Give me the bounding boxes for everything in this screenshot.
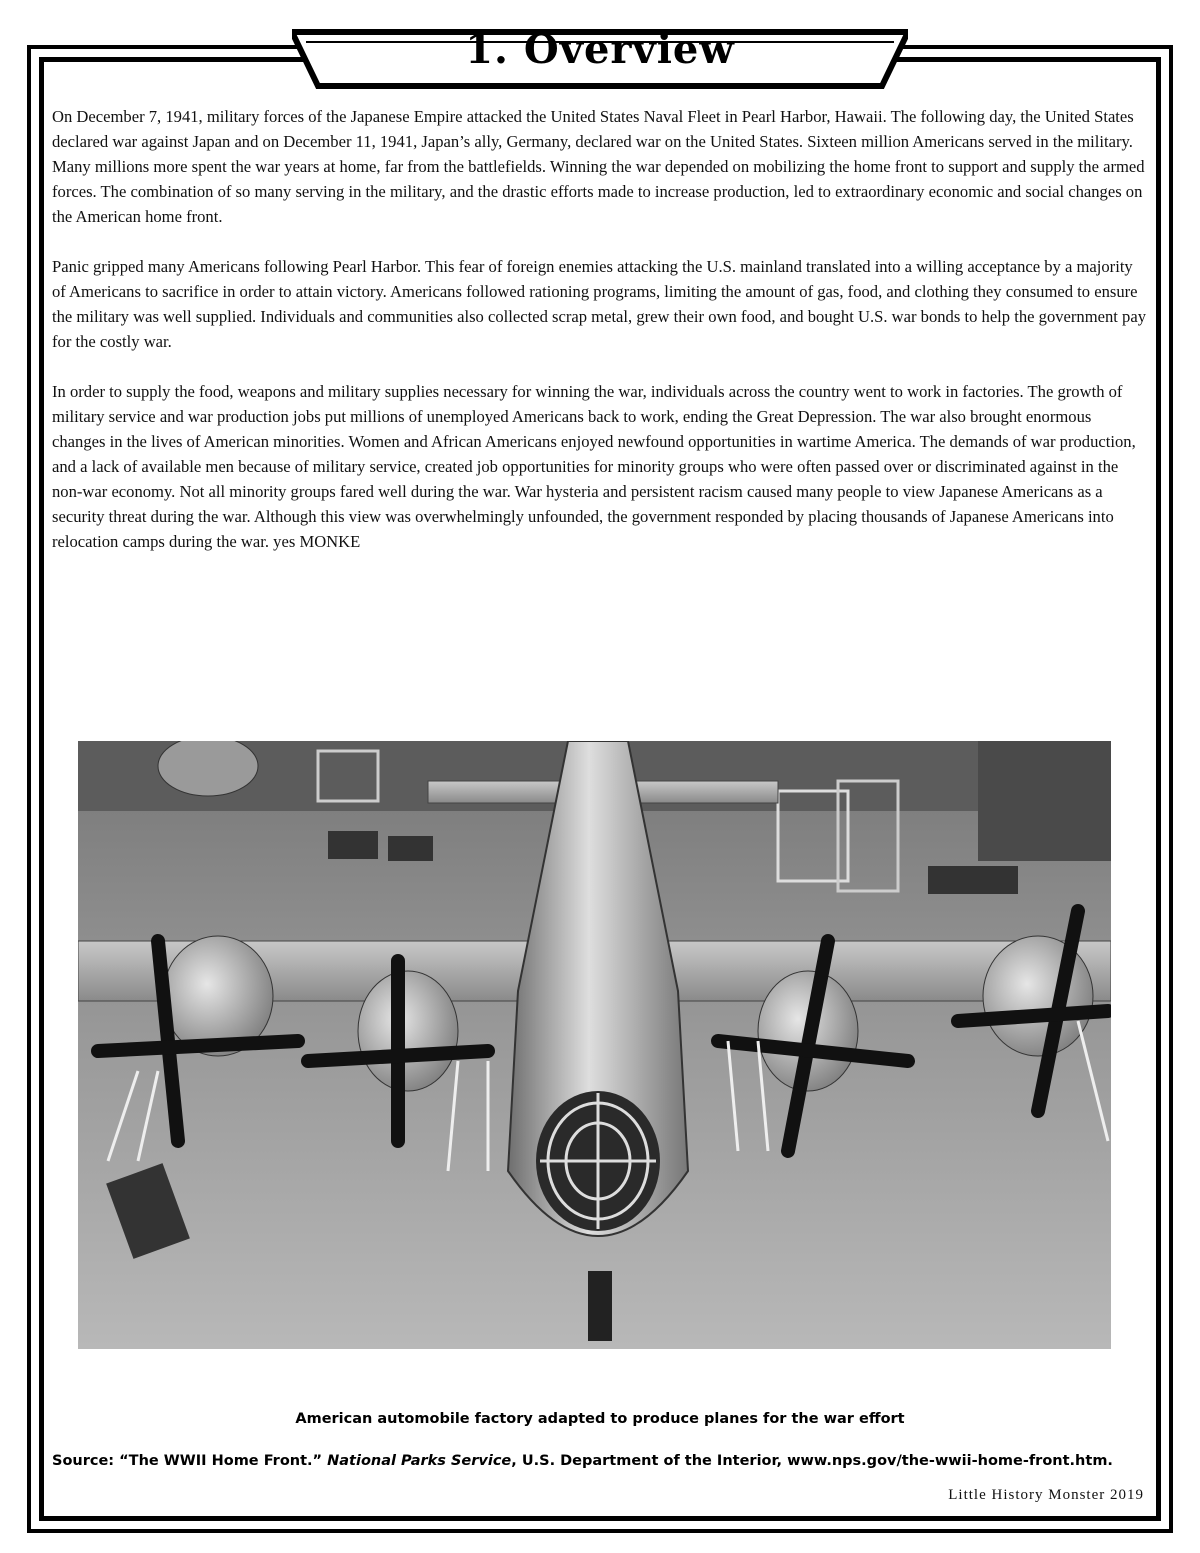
paragraph-1: On December 7, 1941, military forces of the Japanese Empire attacked the United States Naval Fleet in Pearl Harbor, Hawaii. The following day, the United States declared war against Japan and on December 11, 1941, Japan’s ally, Germany, declared war on the United States. Sixteen million Americans served in the military. Many millions more spent the war years at home, far from the battlefields. Winning the war depended on mobilizing the home front to support and supply the armed forces. The combination of so many serving in the military, and the drastic efforts made to increase production, led to extraordinary economic and social changes on the American home front. (52, 107, 1145, 226)
source-citation (52, 1453, 1152, 1469)
source-publication: National Parks Service (327, 1453, 512, 1469)
overview-text (52, 104, 1148, 579)
photo-caption: American automobile factory adapted to produce planes for the war effort (295, 1411, 905, 1427)
factory-photo (78, 741, 1111, 1349)
copyright-credit: Little History Monster 2019 (948, 1487, 1144, 1503)
source-suffix: , U.S. Department of the Interior, www.nps.gov/the-wwii-home-front.htm. (511, 1453, 1113, 1469)
paragraph-3: In order to supply the food, weapons and military supplies necessary for winning the war, individuals across the country went to work in factories. The growth of military service and war production jobs put millions of unemployed Americans back to work, ending the Great Depression. The war also brought enormous changes in the lives of American minorities. Women and African Americans enjoyed newfound opportunities in wartime America. The demands of war production, and a lack of available men because of military service, created job opportunities for minority groups who were often passed over or discriminated against in the non-war economy. Not all minority groups fared well during the war. War hysteria and persistent racism caused many people to view Japanese Americans as a security threat during the war. Although this view was overwhelmingly unfounded, the government responded by placing thousands of Japanese Americans into relocation camps during the war. yes MONKE (52, 382, 1136, 551)
bomber-factory-illustration (78, 741, 1111, 1349)
source-prefix: Source: “The WWII Home Front.” (52, 1453, 328, 1469)
page-title: 1. Overview (465, 26, 735, 73)
paragraph-2: Panic gripped many Americans following Pearl Harbor. This fear of foreign enemies attacking the U.S. mainland translated into a willing acceptance by a majority of Americans to sacrifice in order to attain victory. Americans followed rationing programs, limiting the amount of gas, food, and clothing they consumed to ensure the military was well supplied. Individuals and communities also collected scrap metal, grew their own food, and bought U.S. war bonds to help the government pay for the costly war. (52, 257, 1147, 351)
